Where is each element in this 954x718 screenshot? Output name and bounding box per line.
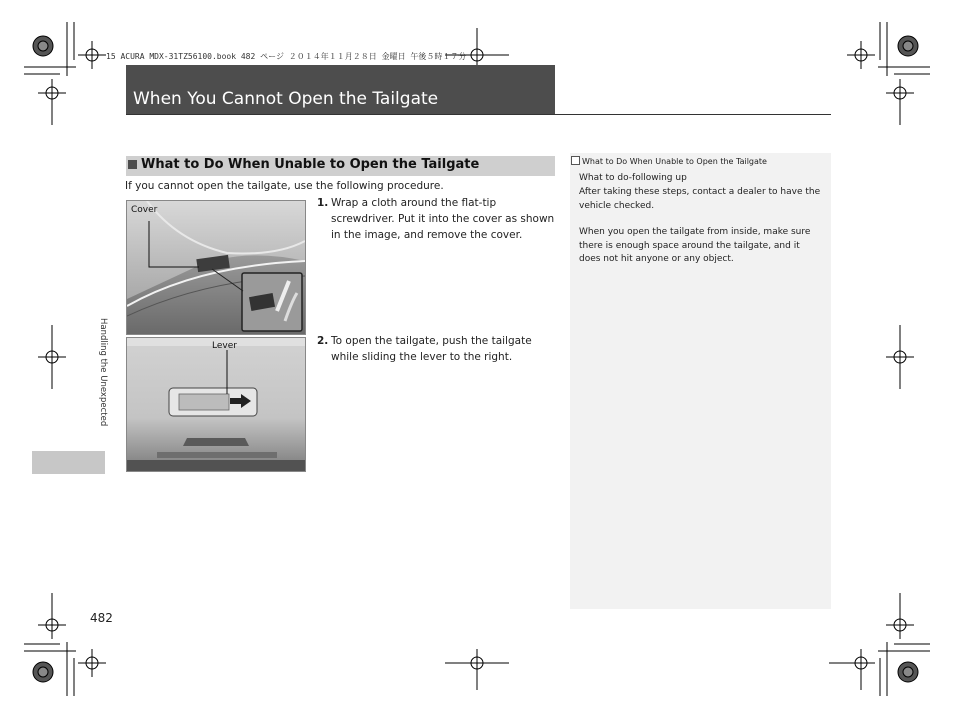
section-title: What to Do When Unable to Open the Tailgate (141, 157, 480, 172)
sidebar-line: After taking these steps, contact a dealer to have the (579, 187, 821, 197)
sidebar-line: there is enough space around the tailgate, and it (579, 240, 800, 251)
sidebar-line: does not hit anyone or any object. (579, 254, 734, 264)
page-number: 482 (90, 611, 113, 625)
sidebar-heading (571, 156, 767, 166)
section-square-icon (128, 160, 137, 169)
step-1 (317, 195, 557, 243)
cover-figure (126, 200, 306, 335)
step-2-line: To open the tailgate, push the tailgate (331, 335, 532, 347)
note-marker-icon (571, 156, 580, 165)
step-1-line: screwdriver. Put it into the cover as shown (331, 213, 555, 225)
lever-figure (126, 337, 306, 472)
title-rule (126, 114, 831, 115)
sidebar-heading-text: What to Do When Unable to Open the Tailgate (582, 157, 767, 166)
sidebar-line: vehicle checked. (579, 200, 655, 211)
lever-label: Lever (212, 341, 237, 351)
step-2-number: 2. (317, 335, 329, 347)
cover-label: Cover (131, 205, 158, 215)
sidebar-subheading: What to do-following up (579, 173, 687, 183)
sidebar-line: When you open the tailgate from inside, make sure (579, 227, 811, 237)
print-header: 15 ACURA MDX-31TZ56100.book 482 ページ ２０１４年１１月２８日 金曜日 午後５時１７分 (106, 52, 467, 61)
step-1-line: in the image, and remove the cover. (331, 229, 523, 241)
sidebar-paragraph-1 (579, 186, 829, 213)
sidebar-panel (570, 153, 831, 609)
step-2-line: while sliding the lever to the right. (331, 351, 513, 363)
page-title: When You Cannot Open the Tailgate (133, 89, 439, 109)
step-1-line: Wrap a cloth around the flat-tip (331, 197, 497, 209)
chapter-tab-label: Handling the Unexpected (98, 318, 108, 427)
intro-text: If you cannot open the tailgate, use the following procedure. (125, 180, 444, 192)
chapter-tab[interactable] (32, 451, 105, 474)
step-2 (317, 333, 557, 365)
sidebar-paragraph-2 (579, 226, 829, 267)
step-1-number: 1. (317, 197, 329, 209)
